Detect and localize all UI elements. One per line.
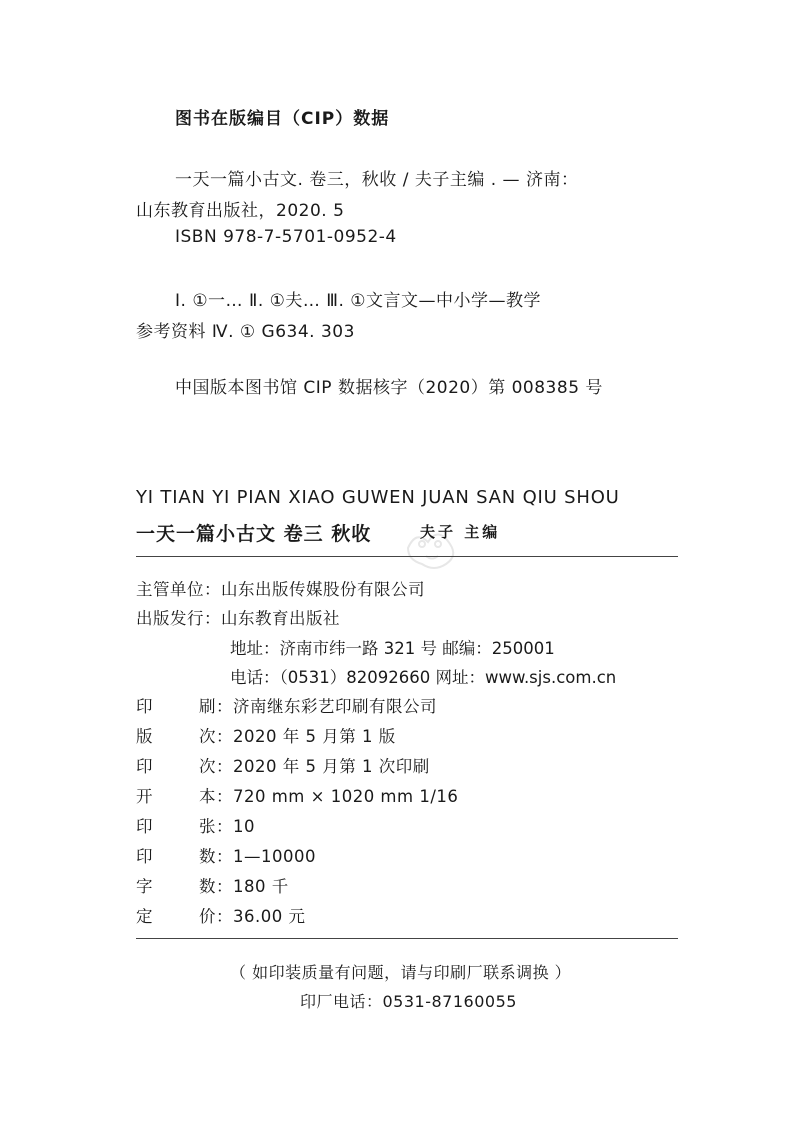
meta-row-value: 36.00 元: [233, 907, 306, 926]
meta-row-value: 10: [233, 817, 255, 836]
meta-row-label: 定价: [136, 907, 216, 926]
meta-row-value: 720 mm × 1020 mm 1/16: [233, 787, 459, 806]
meta-row-value: 济南继东彩艺印刷有限公司: [233, 697, 437, 716]
colon: ：: [216, 757, 233, 776]
publisher-row: [136, 605, 340, 629]
meta-row-label: 印数: [136, 847, 216, 866]
meta-row: [136, 753, 430, 777]
sponsor-label: 主管单位: [136, 580, 204, 599]
sponsor-row: [136, 576, 425, 600]
meta-row-label: 印刷: [136, 697, 216, 716]
meta-row: [136, 903, 305, 927]
title-chinese: 一天一篇小古文 卷三 秋收: [136, 523, 372, 545]
quality-notice: （ 如印装质量有问题，请与印刷厂联系调换 ）: [230, 963, 572, 982]
cip-number: 中国版本图书馆 CIP 数据核字（2020）第 008385 号: [175, 378, 603, 398]
meta-row: [136, 873, 289, 897]
colon: ：: [216, 877, 233, 896]
colon: ：: [216, 817, 233, 836]
cip-class-line-1: Ⅰ. ①一… Ⅱ. ①夫… Ⅲ. ①文言文—中小学—教学: [175, 291, 542, 311]
colon: ：: [216, 907, 233, 926]
bottom-divider: [136, 938, 678, 939]
cip-line-1: 一天一篇小古文. 卷三，秋收 / 夫子主编 . — 济南：: [175, 170, 579, 190]
sponsor-value: 山东出版传媒股份有限公司: [221, 580, 425, 599]
stamp-icon: [398, 508, 468, 578]
meta-row-label: 印次: [136, 757, 216, 776]
meta-row: [136, 723, 396, 747]
meta-row: [136, 693, 437, 717]
publisher-contact: 电话：（0531）82092660 网址：www.sjs.com.cn: [230, 668, 617, 687]
printer-phone: 印厂电话：0531-87160055: [300, 992, 517, 1011]
meta-row-label: 字数: [136, 877, 216, 896]
meta-row-value: 2020 年 5 月第 1 次印刷: [233, 757, 430, 776]
publisher-label: 出版发行: [136, 609, 204, 628]
cip-isbn: ISBN 978-7-5701-0952-4: [175, 227, 397, 247]
top-divider: [136, 556, 678, 557]
colon: ：: [204, 580, 221, 599]
meta-row: [136, 813, 255, 837]
colon: ：: [216, 787, 233, 806]
meta-row-label: 印张: [136, 817, 216, 836]
meta-row: [136, 783, 458, 807]
meta-row-label: 开本: [136, 787, 216, 806]
meta-row-value: 1—10000: [233, 847, 316, 866]
cip-line-2: 山东教育出版社，2020. 5: [136, 201, 345, 221]
publisher-address: 地址：济南市纬一路 321 号 邮编：250001: [230, 639, 555, 658]
title-editor: 夫子 主编: [420, 523, 501, 541]
meta-row: [136, 843, 316, 867]
publisher-value: 山东教育出版社: [221, 609, 340, 628]
colon: ：: [204, 609, 221, 628]
cip-class-line-2: 参考资料 Ⅳ. ① G634. 303: [136, 322, 355, 342]
meta-row-label: 版次: [136, 727, 216, 746]
cip-heading: 图书在版编目（CIP）数据: [175, 109, 390, 129]
colon: ：: [216, 697, 233, 716]
meta-row-value: 2020 年 5 月第 1 版: [233, 727, 396, 746]
meta-row-value: 180 千: [233, 877, 289, 896]
colon: ：: [216, 847, 233, 866]
colon: ：: [216, 727, 233, 746]
title-pinyin: YI TIAN YI PIAN XIAO GUWEN JUAN SAN QIU SHOU: [136, 487, 620, 508]
